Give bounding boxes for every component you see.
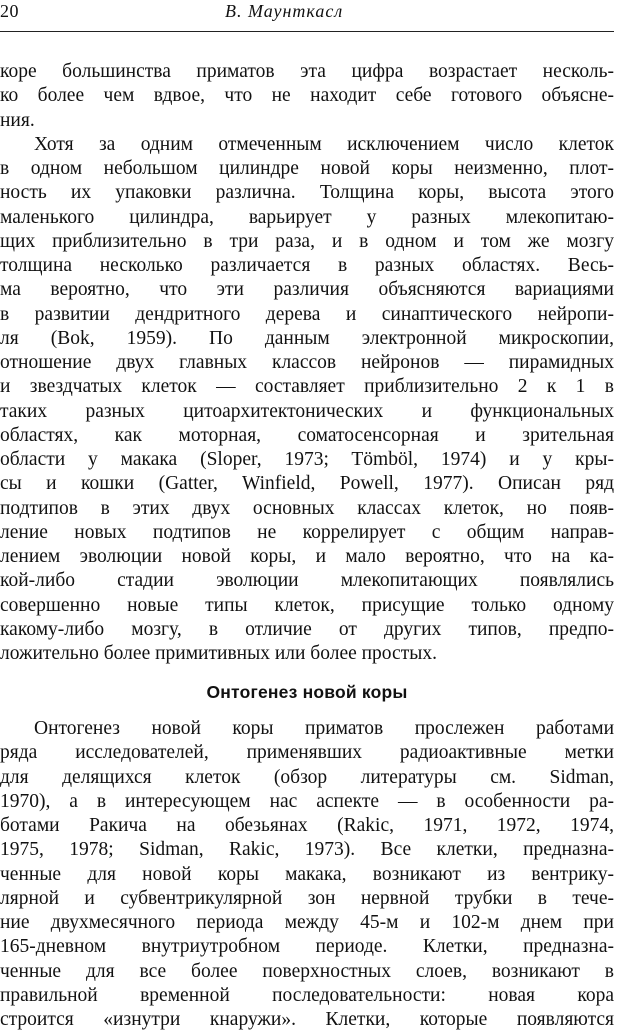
text-line: щих приблизительно в три раза, и в одном и том же мозгу: [0, 230, 614, 252]
text-line: Хотя за одним отмеченным исключением число клеток: [34, 133, 614, 155]
text-line: таких разных цитоархитектонических и функциональных: [0, 400, 614, 422]
text-line: ление новых подтипов не коррелирует с общим направ-: [0, 521, 614, 543]
text-line: ко более чем вдвое, что не находит себе готового объясне-: [0, 85, 614, 107]
text-line: для делящихся клеток (обзор литературы см. Sidman,: [0, 766, 614, 788]
text-line: ченные для все более поверхностных слоев, возникают в: [0, 960, 614, 982]
text-line: строится «изнутри кнаружи». Клетки, которые появляются: [0, 1009, 614, 1030]
text-line: ние двухмесячного периода между 45-м и 102-м днем при: [0, 912, 614, 933]
text-line: в развитии дендритного дерева и синаптического нейропи-: [0, 303, 614, 325]
text-line: Онтогенез новой коры приматов прослежен работами: [34, 718, 614, 739]
text-line: ложительно более примитивных или более простых.: [0, 643, 437, 664]
text-line: отношение двух главных классов нейронов — пирамидных: [0, 352, 614, 373]
paragraph-cell-density: [0, 133, 614, 667]
text-line: правильной временной последовательности: новая кора: [0, 984, 614, 1006]
text-line: ченные для новой коры макака, возникают из вентрику-: [0, 863, 614, 885]
text-line: 1970), а в интересующем нас аспекте — в особенности ра-: [0, 790, 614, 812]
paragraph-ontogenesis: [0, 717, 614, 1032]
text-line: толщина несколько различается в разных областях. Весь-: [0, 255, 614, 276]
text-line: области у макака (Sloper, 1973; Tömböl, 1974) и у кры-: [0, 449, 614, 470]
text-line: сы и кошки (Gatter, Winfield, Powell, 1977). Описан ряд: [0, 473, 614, 495]
text-line: ность их упаковки различна. Толщина коры, высота этого: [0, 182, 614, 204]
running-head-author: В. Маунткасл: [225, 1, 344, 21]
running-head: [0, 0, 614, 30]
text-line: маленького цилиндра, варьирует у разных млекопитаю-: [0, 206, 614, 228]
text-line: какому-либо мозгу, в отличие от других типов, предпо-: [0, 618, 614, 640]
text-line: ботами Ракича на обезьянах (Rakic, 1971, 1972, 1974,: [0, 815, 614, 836]
text-line: 1975, 1978; Sidman, Rakic, 1973). Все клетки, предназна-: [0, 839, 614, 861]
text-line: в одном небольшом цилиндре новой коры неизменно, плот-: [0, 158, 614, 179]
text-line: коре большинства приматов эта цифра возрастает несколь-: [0, 61, 614, 82]
text-line: 165-дневном внутриутробном периоде. Клетки, предназна-: [0, 936, 614, 958]
text-line: совершенно новые типы клеток, присущие только одному: [0, 594, 614, 616]
page-number: 20: [0, 1, 19, 21]
text-line: областях, как моторная, соматосенсорная и зрительная: [0, 424, 614, 446]
text-line: ма вероятно, что эти различия объясняются вариациями: [0, 279, 614, 301]
text-line: ния.: [0, 109, 35, 131]
paragraph-continuation: [0, 60, 614, 133]
text-line: лярной и субвентрикулярной зон нервной трубки в тече-: [0, 887, 614, 909]
text-line: ля (Bok, 1959). По данным электронной микроскопии,: [0, 327, 614, 349]
text-line: кой-либо стадии эволюции млекопитающих появлялись: [0, 570, 614, 592]
text-line: лением эволюции новой коры, и мало вероятно, что на ка-: [0, 546, 614, 567]
text-line: подтипов в этих двух основных классах клеток, но появ-: [0, 497, 614, 519]
section-heading: Онтогенез новой коры: [206, 682, 408, 702]
text-line: ряда исследователей, применявших радиоактивные метки: [0, 742, 614, 764]
header-rule: [0, 31, 614, 32]
text-line: и звездчатых клеток — составляет приблизительно 2 к 1 в: [0, 376, 614, 398]
